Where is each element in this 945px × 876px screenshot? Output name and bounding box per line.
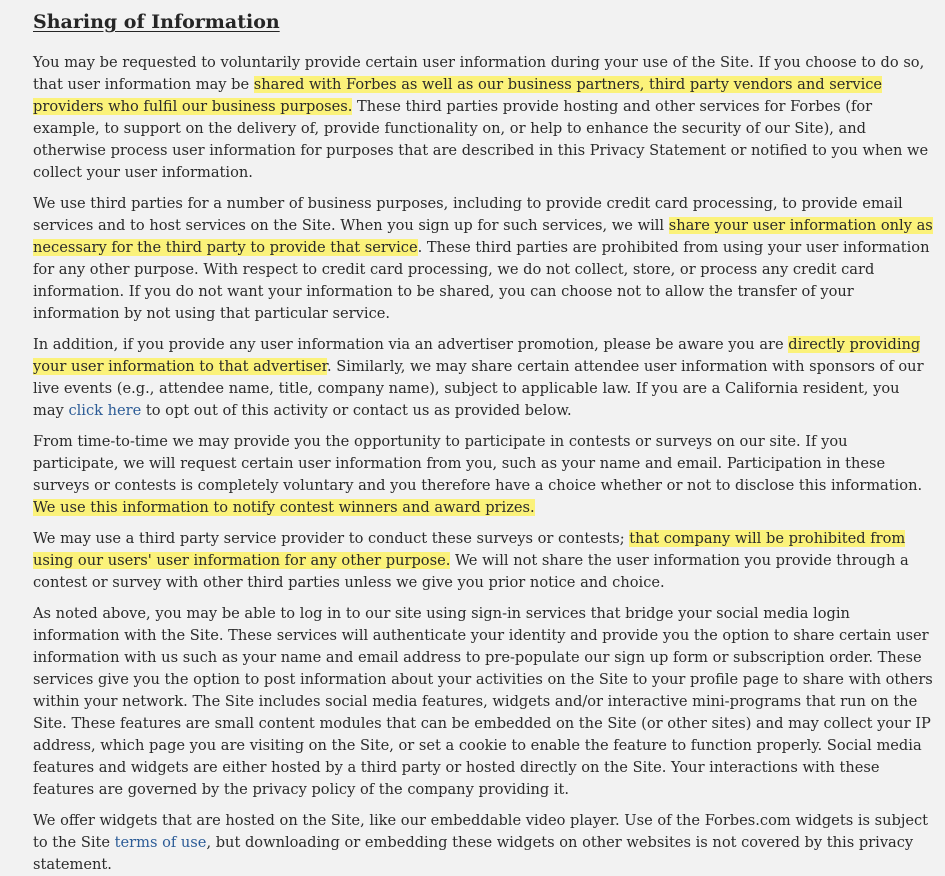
highlighted-text: shared with Forbes as well as our business partners, third party vendors and service providers who fulfil our business purposes. — [33, 76, 883, 115]
highlighted-text: share your user information only as necessary for the third party to provide that service — [33, 217, 933, 256]
paragraph-text: . These third parties are prohibited from using your user information for any other purpose. With respect to credit card processing, we do not collect, store, or process any credit card information. If you do not want your information to be shared, you can choose not to allow the transfer of your information by not using that particular service. — [33, 239, 930, 322]
paragraph-6 — [33, 603, 933, 801]
paragraph-text: These third parties provide hosting and other services for Forbes (for example, to support on the delivery of, provide functionality on, or help to enhance the security of our Site), and otherwise process user information for purposes that are described in this Privacy Statement or notified to you when we collect your user information. — [33, 98, 929, 181]
highlighted-text: that company will be prohibited from using our users' user information for any other purpose. — [33, 530, 906, 569]
paragraph-text: , but downloading or embedding these widgets on other websites is not covered by this privacy statement. — [33, 834, 914, 873]
paragraph-2 — [33, 193, 933, 325]
paragraph-text: You may be requested to voluntarily provide certain user information during your use of the Site. If you choose to do so, that user information may be — [33, 54, 925, 93]
paragraph-1 — [33, 52, 933, 184]
paragraph-text: We will not share the user information you provide through a contest or survey with other third parties unless we give you prior notice and choice. — [33, 552, 909, 591]
click-here-link[interactable]: click here — [68, 402, 142, 419]
paragraph-text: . Similarly, we may share certain attendee user information with sponsors of our live events (e.g., attendee name, title, company name), subject to applicable law. If you are a California resident, you may — [33, 358, 924, 419]
paragraph-text: We may use a third party service provider to conduct these surveys or contests; — [33, 530, 630, 547]
paragraph-7 — [33, 810, 933, 876]
highlighted-text: We use this information to notify contest winners and award prizes. — [33, 499, 535, 516]
paragraph-text: We use third parties for a number of business purposes, including to provide credit card processing, to provide email services and to host services on the Site. When you sign up for such services, we will — [33, 195, 903, 234]
terms-of-use-link[interactable]: terms of use — [114, 834, 207, 851]
paragraph-text: In addition, if you provide any user information via an advertiser promotion, please be aware you are — [33, 336, 789, 353]
paragraph-text: From time-to-time we may provide you the opportunity to participate in contests or surveys on our site. If you participate, we will request certain user information from you, such as your name and email. Participation in these surveys or contests is completely voluntary and you therefore have a choice whether or not to disclose this information. — [33, 433, 923, 494]
section-title: Sharing of Information — [33, 11, 280, 33]
paragraph-3 — [33, 334, 933, 422]
highlighted-text: directly providing your user information to that advertiser — [33, 336, 921, 375]
paragraph-text: As noted above, you may be able to log in to our site using sign-in services that bridge your social media login information with the Site. These services will authenticate your identity and provide you the option to share certain user information with us such as your name and email address to pre-populate our sign up form or subscription order. These services give you the option to post information about your activities on the Site to your profile page to share with others within your network. The Site includes social media features, widgets and/or interactive mini-programs that run on the Site. These features are small content modules that can be embedded on the Site (or other sites) and may collect your IP address, which page you are visiting on the Site, or set a cookie to enable the feature to function properly. Social media features and widgets are either hosted by a third party or hosted directly on the Site. Your interactions with these features are governed by the privacy policy of the company providing it. — [33, 605, 933, 798]
paragraph-5 — [33, 528, 933, 594]
paragraph-text: to opt out of this activity or contact us as provided below. — [141, 402, 572, 419]
paragraph-4 — [33, 431, 933, 519]
document-body — [33, 52, 933, 876]
paragraph-text: We offer widgets that are hosted on the Site, like our embeddable video player. Use of the Forbes.com widgets is subject to the Site — [33, 812, 929, 851]
